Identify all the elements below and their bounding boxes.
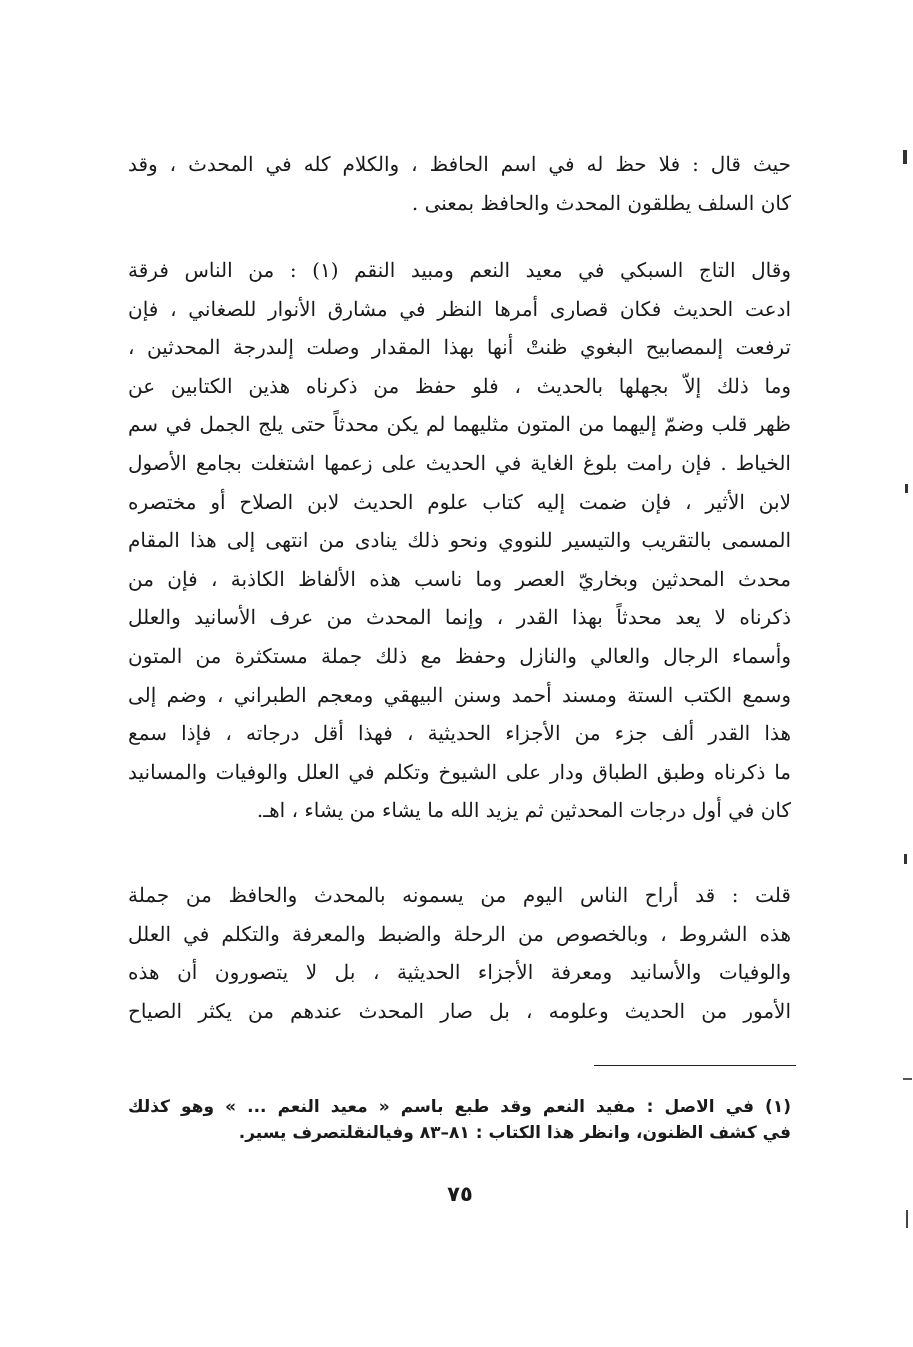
footnote: [128, 1094, 791, 1146]
text-line: الأمور من الحديث وعلومه ، بل صار المحدث عندهم من يكثر الصياح: [128, 998, 791, 1023]
text-line: كان السلف يطلقون المحدث والحافظ بمعنى .: [411, 190, 791, 215]
text-line: ادعت الحديث فكان قصارى أمرها النظر في مشارق الأنوار للصغاني ، فإن: [128, 296, 791, 321]
text-line: ما ذكرناه وطبق الطباق ودار على الشيوخ وتكلم في العلل والوفيات والمسانيد: [128, 759, 791, 784]
scan-edge-mark: [906, 1210, 908, 1228]
text-line: ظهر قلب وضمّ إليهما من المتون مثليهما لم يكن محدثاً حتى يلج الجمل في سم: [128, 412, 791, 437]
paragraph-2: [128, 251, 791, 830]
text-line: قلت : قد أراح الناس اليوم من يسمونه بالمحدث والحافظ من جملة: [128, 883, 791, 907]
text-line: الخياط . فإن رامت بلوغ الغاية في الحديث على زعمها اشتغلت بجامع الأصول: [128, 450, 791, 475]
text-line: وسمع الكتب الستة ومسند أحمد وسنن البيهقي ومعجم الطبراني ، وضم إلى: [128, 682, 791, 707]
scan-edge-mark: [905, 484, 908, 493]
text-line: كان في أول درجات المحدثين ثم يزيد الله ما يشاء من يشاء ، اهـ.: [256, 798, 791, 823]
scan-edge-mark: [903, 150, 907, 164]
text-line: هذا القدر ألف جزء من الأجزاء الحديثية ، فهذا أقل درجاته ، فإذا سمع: [128, 721, 791, 746]
text-line: هذه الشروط ، وبالخصوص من الرحلة والضبط والمعرفة والتكلم في العلل: [128, 921, 791, 946]
text-line: ترفعت إلىمصابيح البغوي ظنتْ أنها بهذا المقدار وصلت إلىدرجة المحدثين ،: [128, 335, 791, 360]
text-line: ذكرناه لا يعد محدثاً بهذا القدر ، وإنما المحدث من عرف الأسانيد والعلل: [128, 605, 791, 630]
text-line: والوفيات والأسانيد ومعرفة الأجزاء الحديثية ، بل لا يتصورون أن هذه: [128, 960, 791, 985]
paragraph-3: [128, 876, 791, 1030]
text-line: لابن الأثير ، فإن ضمت إليه كتاب علوم الحديث لابن الصلاح أو مختصره: [128, 489, 791, 514]
page-number: ٧٥: [447, 1182, 473, 1206]
footnote-divider: [594, 1065, 796, 1066]
text-line: المسمى بالتقريب والتيسير للنووي ونحو ذلك ينادى من انتهى إلى هذا المقام: [128, 528, 791, 553]
scan-edge-mark: [903, 1078, 912, 1080]
scan-edge-mark: [904, 854, 907, 864]
footnote-line: في كشف الظنون، وانظر هذا الكتاب : ٨١–٨٣ وفيالنقلتصرف يسير.: [238, 1123, 791, 1143]
text-line: حيث قال : فلا حظ له في اسم الحافظ ، والكلام كله في المحدث ، وقد: [128, 152, 791, 176]
paragraph-1: [128, 145, 791, 222]
text-line: وما ذلك إلاّ بجهلها بالحديث ، فلو حفظ من ذكرناه هذين الكتابين عن: [128, 373, 791, 398]
text-line: محدث المحدثين وبخاريّ العصر وما ناسب هذه الألفاظ الكاذبة ، فإن من: [128, 566, 791, 591]
text-line: وقال التاج السبكي في معيد النعم ومبيد النقم (١) : من الناس فرقة: [128, 258, 791, 282]
footnote-line: (١) في الاصل : مفيد النعم وقد طبع باسم « معيد النعم ... » وهو كذلك: [128, 1097, 791, 1117]
text-line: وأسماء الرجال والعالي والنازل وحفظ مع ذلك جملة مستكثرة من المتون: [128, 643, 791, 668]
